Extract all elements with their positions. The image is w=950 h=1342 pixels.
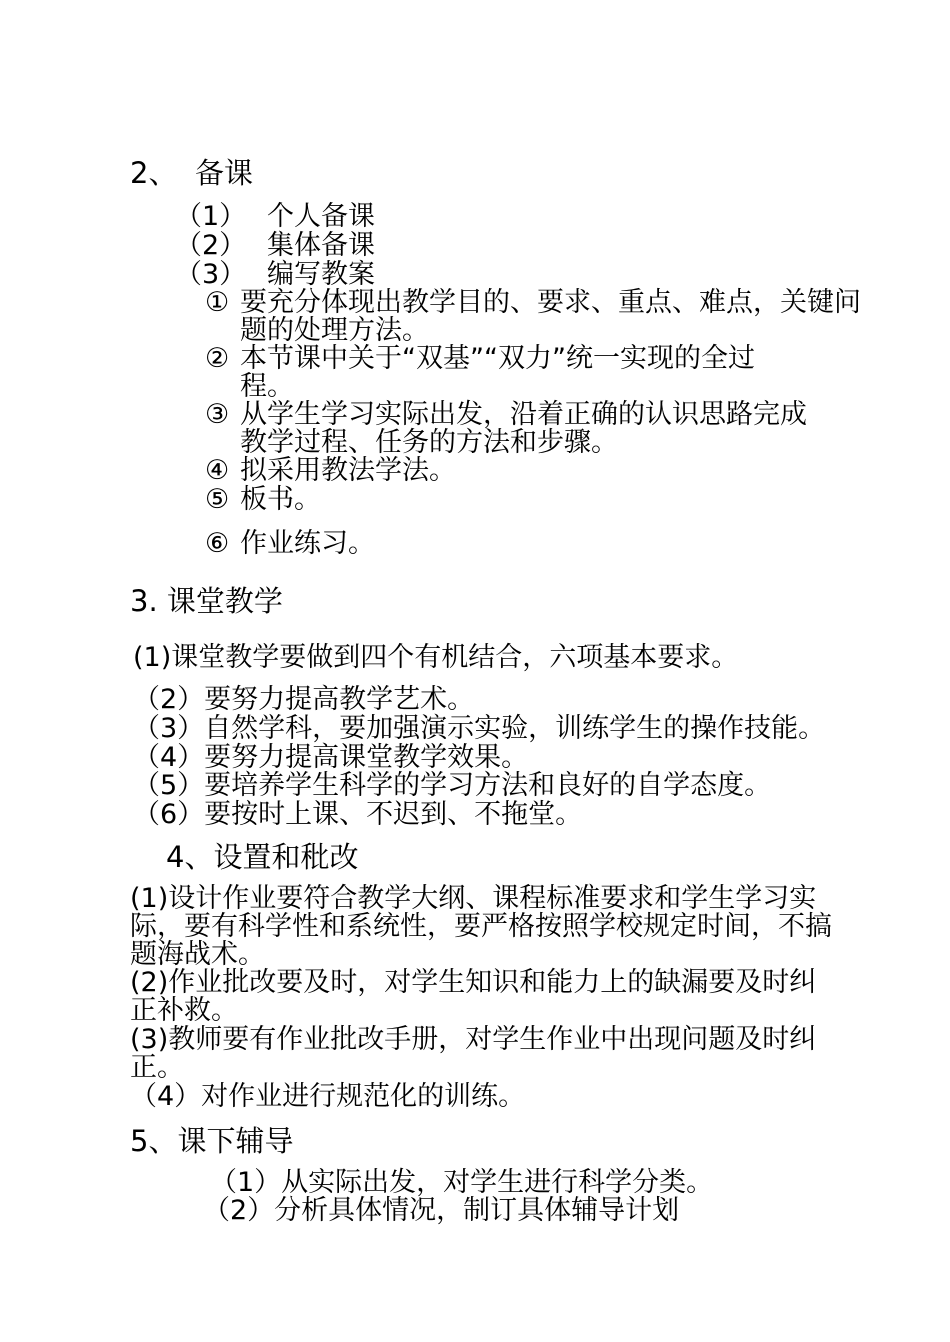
sub-1-line-1: 要充分体现出教学目的、要求、重点、难点，关键问 bbox=[240, 287, 861, 318]
s5-item-2: （2）分析具体情况，制订具体辅导计划 bbox=[203, 1195, 680, 1226]
s2-item-2-number: （2） bbox=[175, 230, 247, 261]
section-2-title: 备课 bbox=[195, 156, 254, 190]
s3-item-4: （4）要努力提高课堂教学效果。 bbox=[133, 742, 529, 773]
s4-line-2: 际，要有科学性和系统性，要严格按照学校规定时间，不搞 bbox=[130, 911, 832, 942]
s3-item-6: （6）要按时上课、不迟到、不拖堂。 bbox=[133, 799, 583, 830]
s4-line-7: 正。 bbox=[130, 1052, 184, 1083]
sub-4-mark: ④ bbox=[205, 455, 230, 486]
s4-line-8: （4）对作业进行规范化的训练。 bbox=[130, 1081, 526, 1112]
section-5-title: 5、课下辅导 bbox=[130, 1124, 294, 1158]
s2-item-1-number: （1） bbox=[175, 201, 247, 232]
s2-item-3-text: 编写教案 bbox=[267, 259, 375, 290]
s3-item-5: （5）要培养学生科学的学习方法和良好的自学态度。 bbox=[133, 770, 772, 801]
s4-line-3: 题海战术。 bbox=[130, 939, 265, 970]
s2-item-2-text: 集体备课 bbox=[267, 230, 375, 261]
sub-2-line-1: 本节课中关于“双基”“双力”统一实现的全过 bbox=[240, 343, 755, 374]
s2-item-1-text: 个人备课 bbox=[267, 201, 375, 232]
sub-1-mark: ① bbox=[205, 287, 230, 318]
s4-line-6: (3)教师要有作业批改手册，对学生作业中出现问题及时纠 bbox=[130, 1024, 817, 1055]
s3-item-3: （3）自然学科，要加强演示实验，训练学生的操作技能。 bbox=[133, 713, 826, 744]
s4-line-1: (1)设计作业要符合教学大纲、课程标准要求和学生学习实 bbox=[130, 883, 817, 914]
sub-3-mark: ③ bbox=[205, 399, 230, 430]
sub-3-line-1: 从学生学习实际出发，沿着正确的认识思路完成 bbox=[240, 399, 807, 430]
section-4-title: 4、设置和秕改 bbox=[166, 840, 359, 874]
s4-line-5: 正补救。 bbox=[130, 995, 238, 1026]
s2-item-3-number: （3） bbox=[175, 259, 247, 290]
sub-2-line-2: 程。 bbox=[240, 371, 294, 402]
s5-item-1: （1）从实际出发，对学生进行科学分类。 bbox=[210, 1167, 714, 1198]
sub-3-line-2: 教学过程、任务的方法和步骤。 bbox=[240, 427, 618, 458]
sub-5-line-1: 板书。 bbox=[240, 484, 321, 515]
s3-item-2: （2）要努力提高教学艺术。 bbox=[133, 684, 475, 715]
sub-4-line-1: 拟采用教法学法。 bbox=[240, 455, 456, 486]
sub-6-mark: ⑥ bbox=[205, 528, 230, 559]
sub-5-mark: ⑤ bbox=[205, 484, 230, 515]
section-2-number: 2、 bbox=[130, 156, 178, 190]
s3-item-1: (1)课堂教学要做到四个有机结合，六项基本要求。 bbox=[133, 642, 739, 673]
sub-1-line-2: 题的处理方法。 bbox=[240, 315, 429, 346]
sub-2-mark: ② bbox=[205, 343, 230, 374]
sub-6-line-1: 作业练习。 bbox=[240, 528, 375, 559]
s4-line-4: (2)作业批改要及时，对学生知识和能力上的缺漏要及时纠 bbox=[130, 967, 817, 998]
section-3-title: 3. 课堂教学 bbox=[130, 584, 283, 618]
